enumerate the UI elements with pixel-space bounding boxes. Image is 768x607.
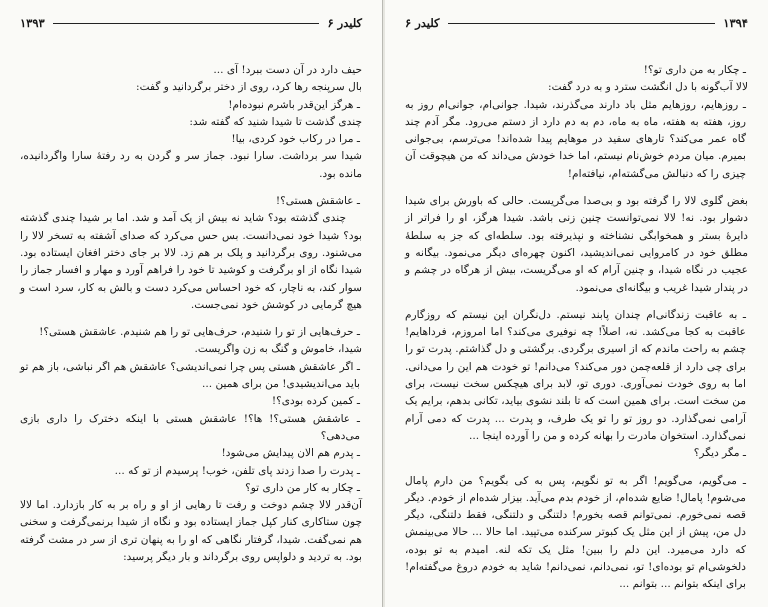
dialogue-line: ـ عاشقش هستی؟!	[275, 195, 360, 208]
dialogue-line: ـ مرا در رکاب خود کردی، بیا!	[231, 133, 360, 146]
paragraph: لالا آب‌گونه با دل انگشت سترد و به درد گفت:	[548, 81, 748, 94]
right-page	[385, 0, 768, 607]
left-page-header	[20, 14, 362, 32]
dialogue-line: ـ هرگز این‌قدر باشرم نبوده‌ام!	[228, 98, 360, 111]
page-number: ۱۳۹۳	[20, 16, 45, 30]
dialogue-line: ـ عاشقش هستی؟! ها؟! عاشقش هستی با اینکه دخترک را داری بازی می‌دهی؟	[20, 412, 360, 442]
dialogue-line: ـ می‌گویم، می‌گویم! اگر به تو نگویم، پس به کی بگویم؟ من دارم پامال می‌شوم! پامال! ضایع شده‌ام، از خودم بدم می‌آید. بیزار شده‌ام از خودم. دیگر قصه نمی‌خورم. نمی‌توانم قصه بخورم! دلتنگی و دلتنگی، فقط دلتنگی، دیگر دل من، پیش از این مثل یک کبوتر سرکنده می‌تپید. اما حالا ... حالا می‌بینمش که دارد می‌میرد. این دلم را ببین! مثل یک تکه لنه. امیدم به تو بوده، دلخوشی‌ام تو بوده‌ای! تو، نمی‌دانم، نمی‌دانم! شاید به خودم دروغ می‌گفته‌ام! برای اینکه بتوانم ... بتوانم ...	[405, 474, 746, 591]
right-page-header	[405, 14, 748, 32]
dialogue-line: ـ مگر دیگر؟	[693, 447, 746, 460]
running-title: کلیدر ۶	[405, 16, 440, 30]
left-page	[0, 0, 383, 607]
dialogue-line: ـ اگر عاشقش هستی پس چرا نمی‌اندیشی؟ عاشقش هم اگر نباشی، باز هم تو باید می‌اندیشیدی! من برای همین ...	[20, 360, 360, 391]
paragraph: چندی گذشته بود؟ شاید نه بیش از یک آمد و شد. اما بر شیدا چندی گذشته بود؟ شیدا خود نمی‌دانست. بس حس می‌کرد که صدای آشفته به تسخر لالا را می‌شنود. روی برگردانید و پلک بر هم زد. لالا بر جای دختر افغان ایستاده بود. شیدا نگاه از او برگرفت و کوشید تا خود را فراهم آورد و مهار و افسار جماز را سوار کند، به ناچار، که خود احساس می‌کرد دست و بالش به کار، سرد است و هیچ گرمایی در کوشش خود نمی‌جست.	[20, 212, 362, 311]
right-page-text	[405, 62, 748, 594]
paragraph: حیف دارد در آن دست ببرد! آی ...	[213, 64, 362, 76]
paragraph: بغض گلوی لالا را گرفته بود و بی‌صدا می‌گریست. حالی که باورش برای شیدا دشوار بود. نه! لالا نمی‌توانست چنین زنی باشد. شیدا هرگز، او را فراتر از دایرهٔ بستر و همخوابگی نشناخته و نپذیرفته بود. سلطه‌ای که جز به سلطهٔ مطلق خود در کامروایی نمی‌اندیشید، اکنون چهره‌ای دیگر می‌نمود. بیگانه و عجیب در نگاه شیدا، و چنین آرام که او می‌گریست، بیش از هرگاه در چشم و در پندار شیدا غریب و بیگانه‌ای می‌نمود.	[405, 195, 748, 294]
dialogue-line: ـ چکار به کار من داری تو؟	[245, 481, 360, 494]
paragraph: آن‌قدر لالا چشم دوخت و رفت تا رهایی از او و راه بر به کار بازدارد. اما لالا چون ستاکاری کنار کپل جماز ایستاده بود و نگاه از شیدا برنمی‌گرفت و سخنی هم نمی‌گفت. شیدا، گرفتار نگاهی که او را به پنهان تری از سر در مشت گرفته بود. به تردید و دلواپس روی برگرداند و بار دیگر پرسید:	[20, 499, 362, 564]
paragraph: شیدا، خاموش و گنگ به زن واگریست.	[194, 343, 362, 356]
running-title: کلیدر ۶	[327, 16, 362, 30]
dialogue-line: ـ به عاقبت زندگانی‌ام چندان پابند نیستم. دل‌نگران این نیستم که روزگارم عاقبت به کجا می‌کشد. نه، اصلاً! چه نوفیری می‌کند؟ اما امروزم، فردا‌هایم! چشم به راحت ماندم که از اسیری برگردی. برگشتی و دل گذاشتم. پدرت تو را برای چی دارد از قلعه‌چمن دور می‌کند؟ می‌دانم! تو خودت هم این را می‌دانی. اما به روی خودت نمی‌آوری. دوری تو، لابد برای هیچکس سخت نیست، برای من سخت است. برای همین است که تا بلند نشوی بیاید، تکانی بدهم، برایم یک آرامی نمی‌گذارد. دو روز تو را تو یک طرف، و پدرت ... پدرت که دمی آرام نمی‌گذارد. استخوان مادرت را بهانه کرده و من را آورده اینجا ...	[405, 308, 746, 442]
header-rule	[53, 23, 320, 24]
dialogue-line: ـ کمین کرده بودی؟!	[271, 395, 360, 408]
left-page-text	[20, 62, 362, 566]
dialogue-line: ـ چکار به من داری تو؟!	[643, 64, 746, 76]
dialogue-line: ـ پدرم هم الان پیدایش می‌شود!	[221, 447, 360, 460]
dialogue-line: ـ روزهایم، روزهایم مثل باد دارند می‌گذرند، شیدا. جوانی‌ام، جوانی‌ام روز به روز، هفته به هفته، ماه به ماه، دم به دم دارد از دستم می‌رود. مگر آدم چند گاه عمر می‌کند؟ تارهای سفید در موهایم پیدا شده‌اند! می‌ترسم، بی‌جوانی بمیرم. میان مردم خوش‌نام نیستم، اما خدا خودش می‌داند که من هیچوقت آن چیزی را که دنبالش می‌گشته‌ام، نیافته‌ام!	[405, 98, 746, 180]
dialogue-line: ـ پدرت را صدا زدند پای تلفن، خوب! پرسیدم از تو که ...	[114, 464, 360, 477]
dialogue-line: ـ حرف‌هایی از تو را شنیدم، حرف‌هایی تو را هم شنیدم. عاشقش هستی؟!	[39, 326, 360, 339]
header-rule	[448, 23, 716, 24]
page-number: ۱۳۹۴	[723, 16, 748, 30]
paragraph: بال سرپنجه رها کرد، روی از دختر برگردانید و گفت:	[136, 81, 362, 94]
paragraph: چندی گذشت تا شیدا شنید که گفته شد:	[189, 115, 362, 128]
paragraph: شیدا سر برداشت. سارا نبود. جماز سر و گردن به رد رفتهٔ سارا واگردانیده، مانده بود.	[20, 150, 362, 180]
